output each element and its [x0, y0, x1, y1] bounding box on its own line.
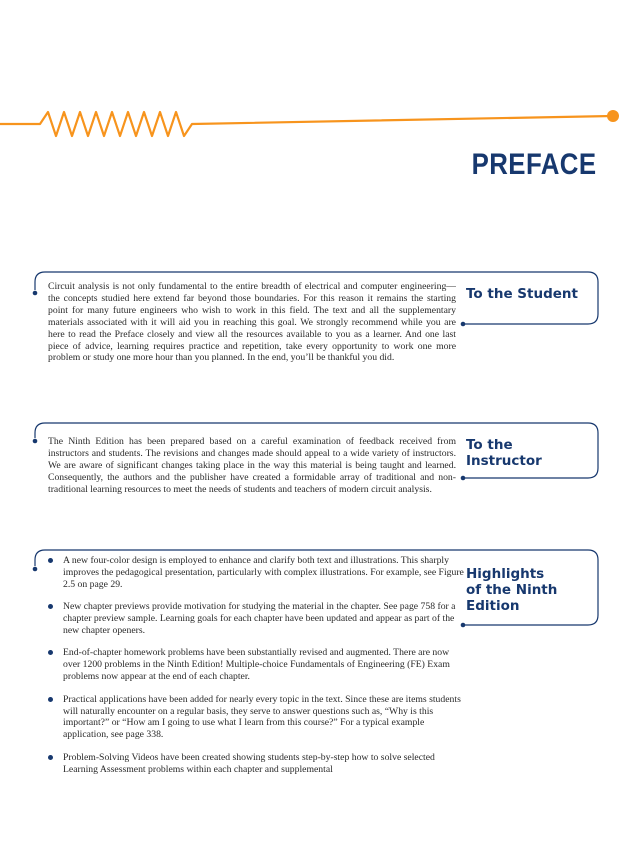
student-heading: [466, 286, 594, 302]
highlights-heading-line-3: Edition: [466, 598, 520, 614]
terminal-dot: [607, 110, 619, 122]
instructor-heading: [466, 437, 594, 469]
student-paragraph: Circuit analysis is not only fundamental to the entire breadth of electrical and computer engineering—the concepts studied here extend far beyond those boundaries. For this reason it remains the starting point for many future engineers who wish to work in this field. The text and all the supplementary materials associated with it will aid you in reaching this goal. We strongly recommend while you are here to read the Preface closely and view all the resources available to you as a learner. And one last piece of advice, learning requires practice and repetition, take every opportunity to work one more problem or study one more hour than you planned. In the end, you’ll be thankful you did.: [48, 281, 456, 364]
bullet-icon: [48, 558, 53, 563]
instructor-paragraph: The Ninth Edition has been prepared based on a careful examination of feedback received from instructors and students. The revisions and changes made should appeal to a wide variety of instructors. We are aware of significant changes taking place in the way this material is being taught and learned. Consequently, the authors and the publisher have created a formidable array of traditional and non-traditional learning resources to meet the needs of students and teachers of modern circuit analysis.: [48, 436, 456, 495]
highlights-heading: [466, 566, 594, 614]
list-item: [63, 694, 465, 742]
instructor-heading-line-2: Instructor: [466, 453, 542, 469]
highlights-heading-line-2: of the Ninth: [466, 582, 558, 598]
highlights-heading-line-1: Highlights: [466, 566, 545, 582]
list-item-text: A new four-color design is employed to enhance and clarify both text and illustrations. This sharply improves the pedagogical presentation, particularly with complex illustrations. For example, see Figure 2.5 on page 29.: [63, 555, 464, 590]
list-item: [63, 752, 465, 776]
student-heading-line: To the Student: [466, 286, 578, 302]
list-item-text: Practical applications have been added for nearly every topic in the text. Since these are items students will naturally encounter on a regular basis, they serve to answer questions such as, “Why is this important?” or “How am I going to use what I learn from this course?” For a typical example application, see page 338.: [63, 693, 461, 741]
bullet-icon: [48, 697, 53, 702]
list-item: [63, 555, 465, 591]
instructor-heading-line-1: To the: [466, 437, 513, 453]
resistor-zigzag-line: [0, 112, 612, 136]
bullet-icon: [48, 755, 53, 760]
list-item: [63, 647, 465, 683]
list-item-text: Problem-Solving Videos have been created showing students step-by-step how to solve selected Learning Assessment problems within each chapter and supplemental: [63, 751, 435, 775]
highlights-list: [63, 555, 465, 786]
page-title: PREFACE: [471, 148, 597, 181]
list-item-text: End-of-chapter homework problems have been substantially revised and augmented. There are now over 1200 problems in the Ninth Edition! Multiple-choice Fundamentals of Engineering (FE) Exam problems now appear at the end of each chapter.: [63, 647, 450, 683]
list-item-text: New chapter previews provide motivation for studying the material in the chapter. See page 758 for a chapter preview sample. Learning goals for each chapter have been updated and appear as part of the new chapter openers.: [63, 601, 456, 637]
list-item: [63, 601, 465, 637]
